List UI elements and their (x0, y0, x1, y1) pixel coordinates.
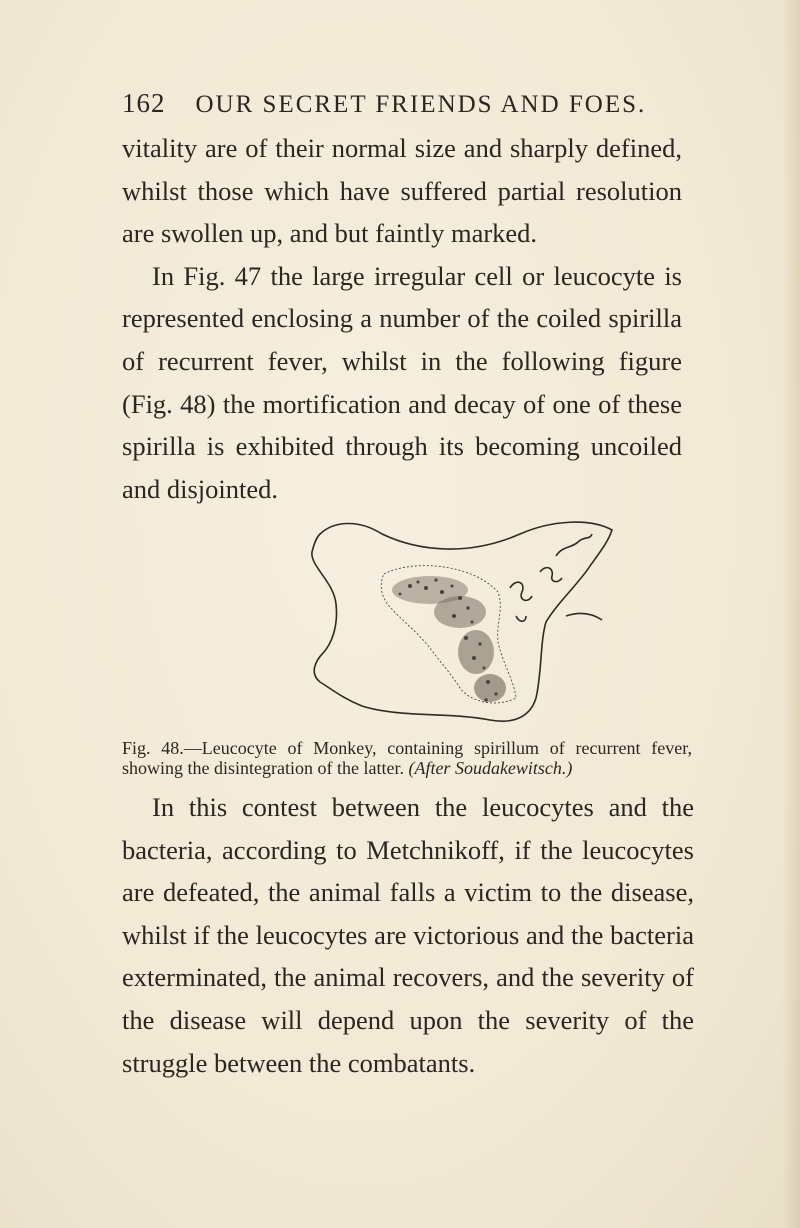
leucocyte-drawing (290, 512, 630, 748)
running-title: OUR SECRET FRIENDS AND FOES. (195, 91, 647, 118)
paragraph-fig47: In Fig. 47 the large irregular cell or leucocyte is represented enclosing a number of the coiled spirilla of recurrent fever, whilst in the following figure (Fig. 48) the mortification and decay of one of these spirilla is exhibited through its becoming uncoiled and disjointed. (122, 260, 682, 504)
paragraph-continued: vitality are of their normal size and sharply defined, whilst those which have suffered partial resolution are swollen up, and but faintly marked. (122, 133, 682, 249)
caption-source: (After Soudakewitsch.) (408, 758, 573, 778)
figure-48-illustration (290, 512, 630, 748)
page-number: 162 (122, 88, 166, 118)
caption-text: Fig. 48.—Leucocyte of Monkey, containing spirillum of recurrent fever, showing the disintegration of the latter. (122, 738, 692, 778)
paragraph-contest: In this contest between the leucocytes and the bacteria, according to Metchnikoff, if the leucocytes are defeated, the animal falls a victim to the disease, whilst if the leucocytes are victorious and the bacteria exterminated, the animal recovers, and the severity of the disease will depend upon the severity of the struggle between the combatants. (122, 792, 694, 1078)
page-edge-shadow (782, 0, 800, 1228)
lower-text-block (122, 786, 694, 1084)
figure-caption (122, 738, 692, 778)
granular-mass (392, 576, 506, 702)
running-head (122, 88, 682, 119)
upper-text-block (122, 127, 682, 510)
